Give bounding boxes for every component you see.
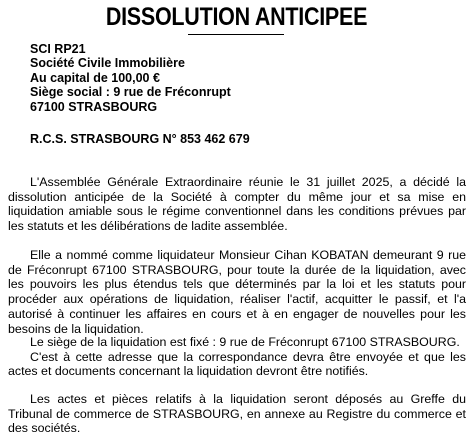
paragraph-dissolution xyxy=(8,175,466,234)
company-capital: Au capital de 100,00 € xyxy=(30,70,160,85)
title-underline xyxy=(188,34,284,35)
company-head-office: Siège social : 9 rue de Fréconrupt xyxy=(30,85,231,100)
paragraph-text: L'Assemblée Générale Extraordinaire réunie le 31 juillet 2025, a décidé la dissolution anticipée de la Société à compter du même jour et sa mise en liquidation amiable sous le régime conventionnel dans les conditions prévues par les statuts et les délibérations de ladite assemblée. xyxy=(8,175,466,234)
paragraph-text: Le siège de la liquidation est fixé : 9 rue de Fréconrupt 67100 STRASBOURG. xyxy=(30,335,460,349)
notice-title: DISSOLUTION ANTICIPEE xyxy=(105,3,368,31)
paragraph-liquidation-seat xyxy=(8,335,466,379)
paragraph-liquidator xyxy=(8,248,466,336)
company-type: Société Civile Immobilière xyxy=(30,56,185,71)
paragraph-text: Elle a nommé comme liquidateur Monsieur Cihan KOBATAN demeurant 9 rue de Fréconrupt 67100 STRASBOURG, pour toute la durée de la liquidation, avec les pouvoirs les plus étendus tels que déterminés par la loi et les statuts pour procéder aux opérations de liquidation, réaliser l'actif, acquitter le passif, et l'a autorisé à continuer les affaires en cours et à en engager de nouvelles pour les besoins de la liquidation. xyxy=(8,248,466,336)
paragraph-filing xyxy=(8,392,466,436)
paragraph-text: C'est à cette adresse que la correspondance devra être envoyée et que les actes et documents concernant la liquidation devront être notifiés. xyxy=(8,349,466,379)
company-city: 67100 STRASBOURG xyxy=(30,99,158,114)
rcs-number: R.C.S. STRASBOURG N° 853 462 679 xyxy=(30,132,250,146)
company-name: SCI RP21 xyxy=(30,42,86,56)
company-details xyxy=(30,42,231,114)
paragraph-text: Les actes et pièces relatifs à la liquidation seront déposés au Greffe du Tribunal de commerce de STRASBOURG, en annexe au Registre du commerce et des sociétés. xyxy=(8,392,466,436)
